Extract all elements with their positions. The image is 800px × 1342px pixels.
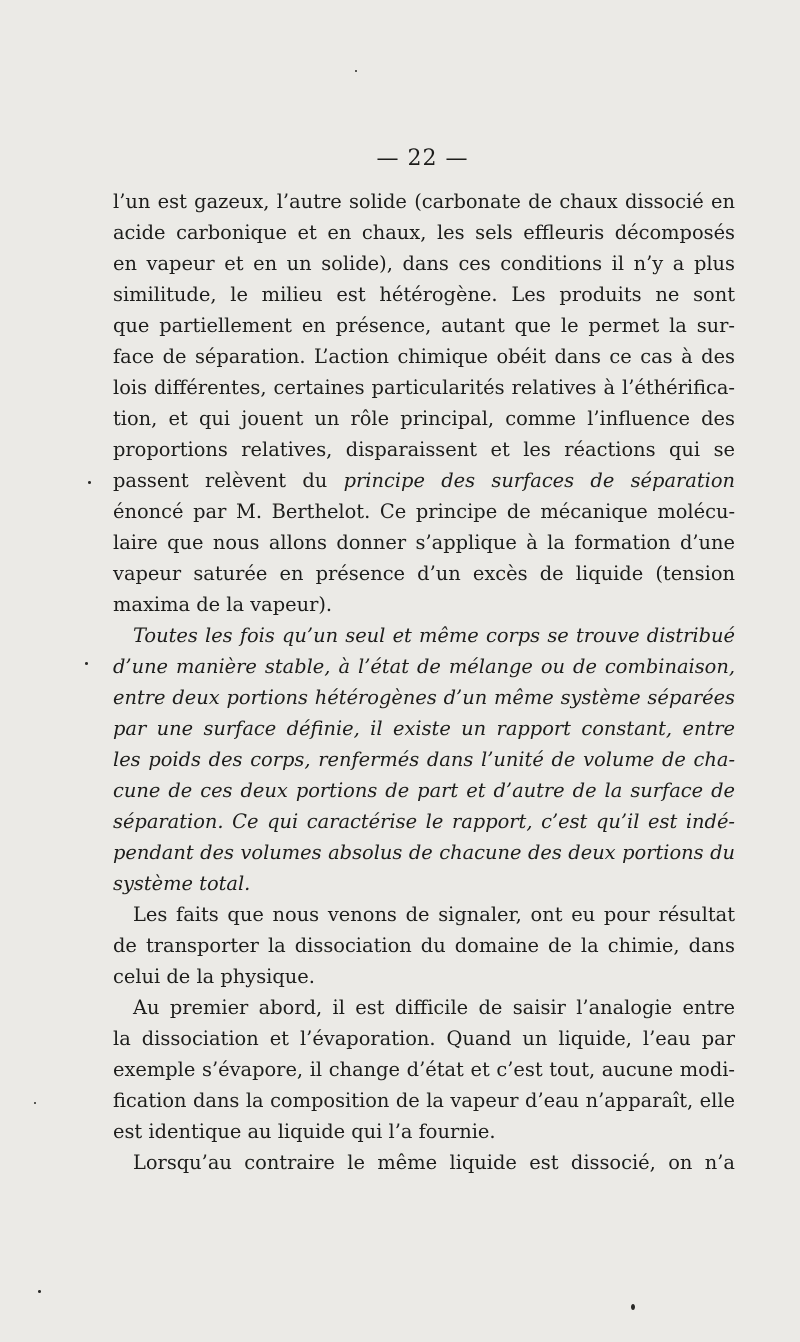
paper-speck <box>355 70 357 72</box>
text-segment: passent relèvent du <box>113 469 344 492</box>
text-line: entre deux portions hétérogènes d’un même système séparées <box>113 686 735 709</box>
text-line: pendant des volumes absolus de chacune des deux portions du <box>113 841 735 864</box>
text-line: proportions relatives, disparaissent et les réactions qui se <box>113 438 735 461</box>
text-line: Au premier abord, il est difficile de saisir l’analogie entre <box>133 996 735 1019</box>
text-line: tion, et qui jouent un rôle principal, comme l’influence des <box>113 407 735 430</box>
text-line: cune de ces deux portions de part et d’autre de la surface de <box>113 779 735 802</box>
text-line: vapeur saturée en présence d’un excès de liquide (tension <box>113 562 735 585</box>
italic-term: principe des surfaces de séparation <box>343 469 735 492</box>
text-line: similitude, le milieu est hétérogène. Les produits ne sont <box>113 283 735 306</box>
text-line: que partiellement en présence, autant que le permet la sur- <box>113 314 735 337</box>
text-line <box>113 465 735 496</box>
text-line: la dissociation et l’évaporation. Quand un liquide, l’eau par <box>113 1027 735 1050</box>
paper-speck <box>34 1102 36 1104</box>
text-line: face de séparation. L’action chimique obéit dans ce cas à des <box>113 345 735 368</box>
text-line: est identique au liquide qui l’a fournie. <box>113 1120 496 1143</box>
text-line: exemple s’évapore, il change d’état et c’est tout, aucune modi- <box>113 1058 735 1081</box>
text-line: maxima de la vapeur). <box>113 593 333 616</box>
text-line: celui de la physique. <box>113 965 315 988</box>
body-text <box>113 186 735 1178</box>
paper-speck <box>88 481 91 484</box>
text-line: séparation. Ce qui caractérise le rapport, c’est qu’il est indé- <box>113 810 735 833</box>
text-line: énoncé par M. Berthelot. Ce principe de mécanique molécu- <box>113 500 735 523</box>
text-line: système total. <box>113 872 251 895</box>
paper-speck <box>38 1290 41 1293</box>
text-line: Lorsqu’au contraire le même liquide est dissocié, on n’a <box>133 1151 735 1174</box>
text-line: d’une manière stable, à l’état de mélange ou de combinaison, <box>113 655 735 678</box>
text-line: Toutes les fois qu’un seul et même corps se trouve distribué <box>133 624 735 647</box>
paper-speck <box>85 662 88 665</box>
text-line: de transporter la dissociation du domaine de la chimie, dans <box>113 934 735 957</box>
text-line: fication dans la composition de la vapeur d’eau n’apparaît, elle <box>113 1089 735 1112</box>
page-number: — 22 — <box>376 146 469 171</box>
text-line: Les faits que nous venons de signaler, ont eu pour résultat <box>133 903 735 926</box>
text-line: en vapeur et en un solide), dans ces conditions il n’y a plus <box>113 252 735 275</box>
paper-speck <box>631 1304 635 1310</box>
text-line: l’un est gazeux, l’autre solide (carbonate de chaux dissocié en <box>113 190 735 213</box>
text-line: laire que nous allons donner s’applique à la formation d’une <box>113 531 735 554</box>
text-line: acide carbonique et en chaux, les sels effleuris décomposés <box>113 221 735 244</box>
text-line: par une surface définie, il existe un rapport constant, entre <box>113 717 735 740</box>
text-line: les poids des corps, renfermés dans l’unité de volume de cha- <box>113 748 735 771</box>
text-line: lois différentes, certaines particularités relatives à l’éthérifica- <box>113 376 735 399</box>
